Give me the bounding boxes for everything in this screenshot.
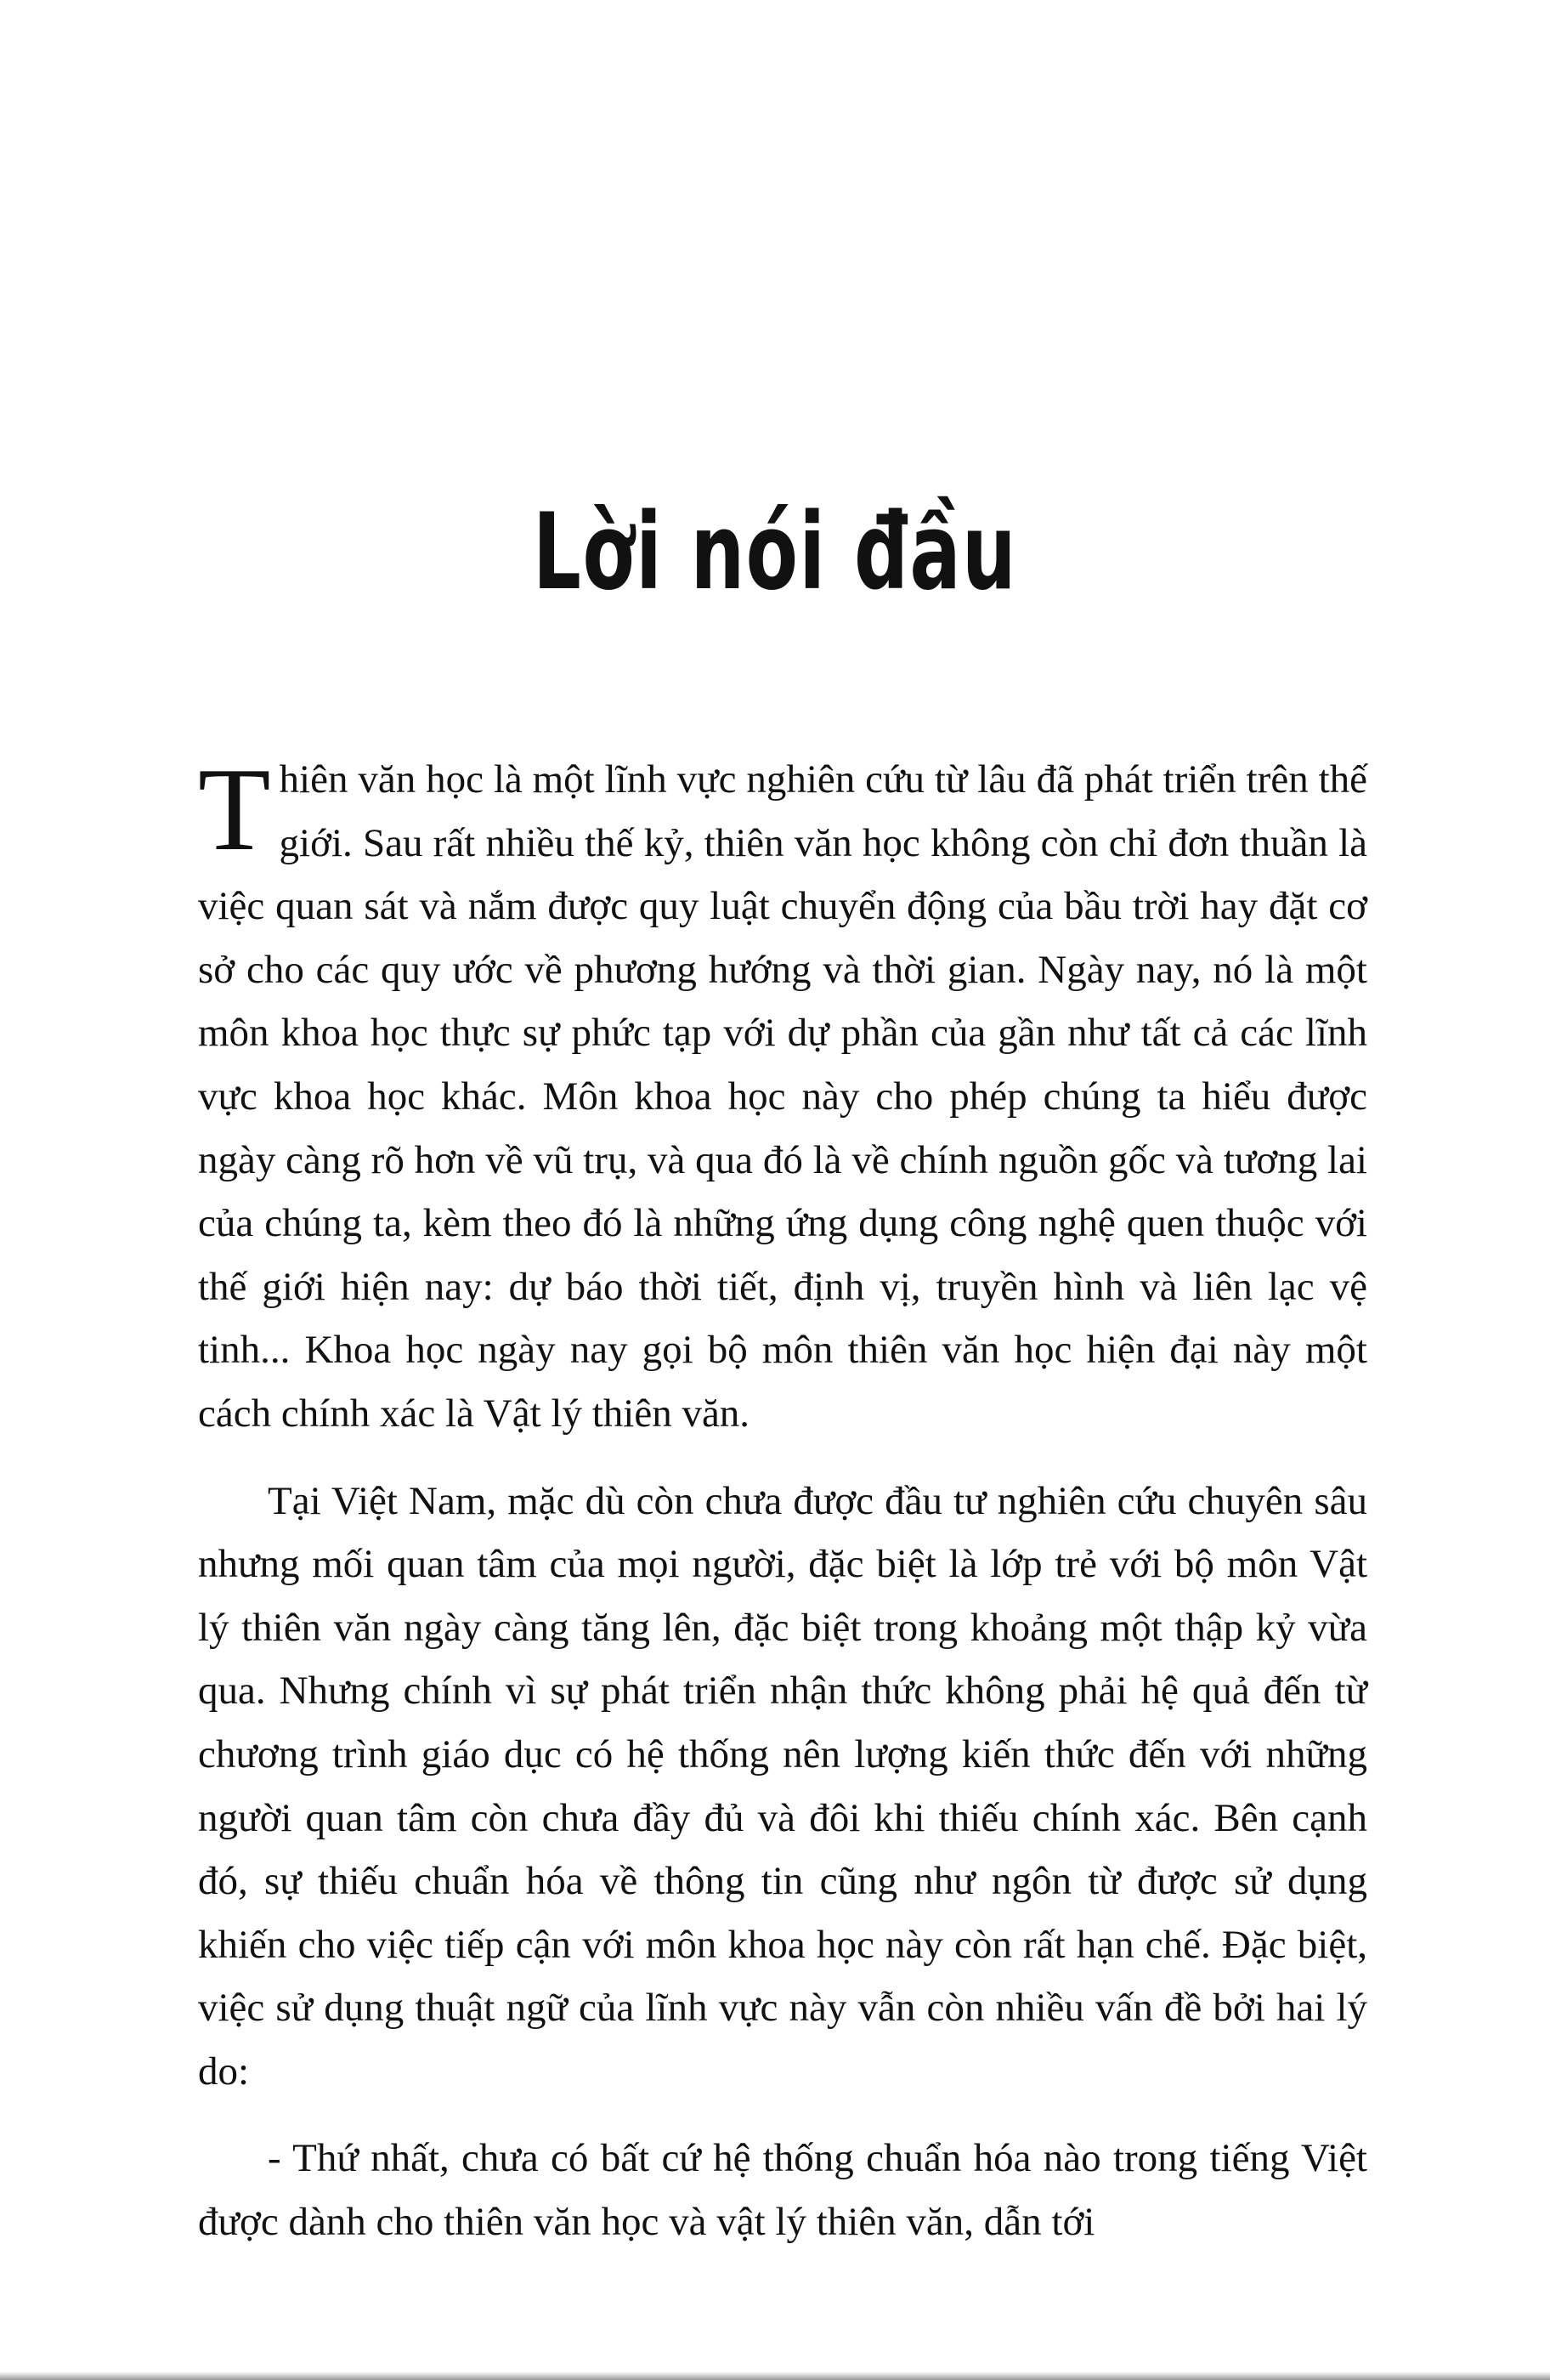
paragraph-1 (198, 744, 1367, 1446)
drop-cap: T (198, 744, 271, 876)
paragraph-1-text: hiên văn học là một lĩnh vực nghiên cứu từ lâu đã phát triển trên thế giới. Sau rất nhiều thế kỷ, thiên văn học không còn chỉ đơn thuần là việc quan sát và nắm được quy luật chuyển động của bầu trời hay đặt cơ sở cho các quy ước về phương hướng và thời gian. Ngày nay, nó là một môn khoa học thực sự phức tạp với dự phần của gần như tất cả các lĩnh vực khoa học khác. Môn khoa học này cho phép chúng ta hiểu được ngày càng rõ hơn về vũ trụ, và qua đó là về chính nguồn gốc và tương lai của chúng ta, kèm theo đó là những ứng dụng công nghệ quen thuộc với thế giới hiện nay: dự báo thời tiết, định vị, truyền hình và liên lạc vệ tinh... Khoa học ngày nay gọi bộ môn thiên văn học hiện đại này một cách chính xác là Vật lý thiên văn. (198, 757, 1367, 1436)
paragraph-2: Tại Việt Nam, mặc dù còn chưa được đầu tư nghiên cứu chuyên sâu nhưng mối quan tâm của mọi người, đặc biệt là lớp trẻ với bộ môn Vật lý thiên văn ngày càng tăng lên, đặc biệt trong khoảng một thập kỷ vừa qua. Nhưng chính vì sự phát triển nhận thức không phải hệ quả đến từ chương trình giáo dục có hệ thống nên lượng kiến thức đến với những người quan tâm còn chưa đầy đủ và đôi khi thiếu chính xác. Bên cạnh đó, sự thiếu chuẩn hóa về thông tin cũng như ngôn từ được sử dụng khiến cho việc tiếp cận với môn khoa học này còn rất hạn chế. Đặc biệt, việc sử dụng thuật ngữ của lĩnh vực này vẫn còn nhiều vấn đề bởi hai lý do: (198, 1478, 1367, 2094)
page-bottom-edge (0, 2372, 1550, 2380)
paragraph-3: - Thứ nhất, chưa có bất cứ hệ thống chuẩn hóa nào trong tiếng Việt được dành cho thiên văn học và vật lý thiên văn, dẫn tới (198, 2136, 1367, 2245)
preface-body (198, 744, 1367, 2254)
page-title: Lời nói đầu (532, 491, 1018, 614)
